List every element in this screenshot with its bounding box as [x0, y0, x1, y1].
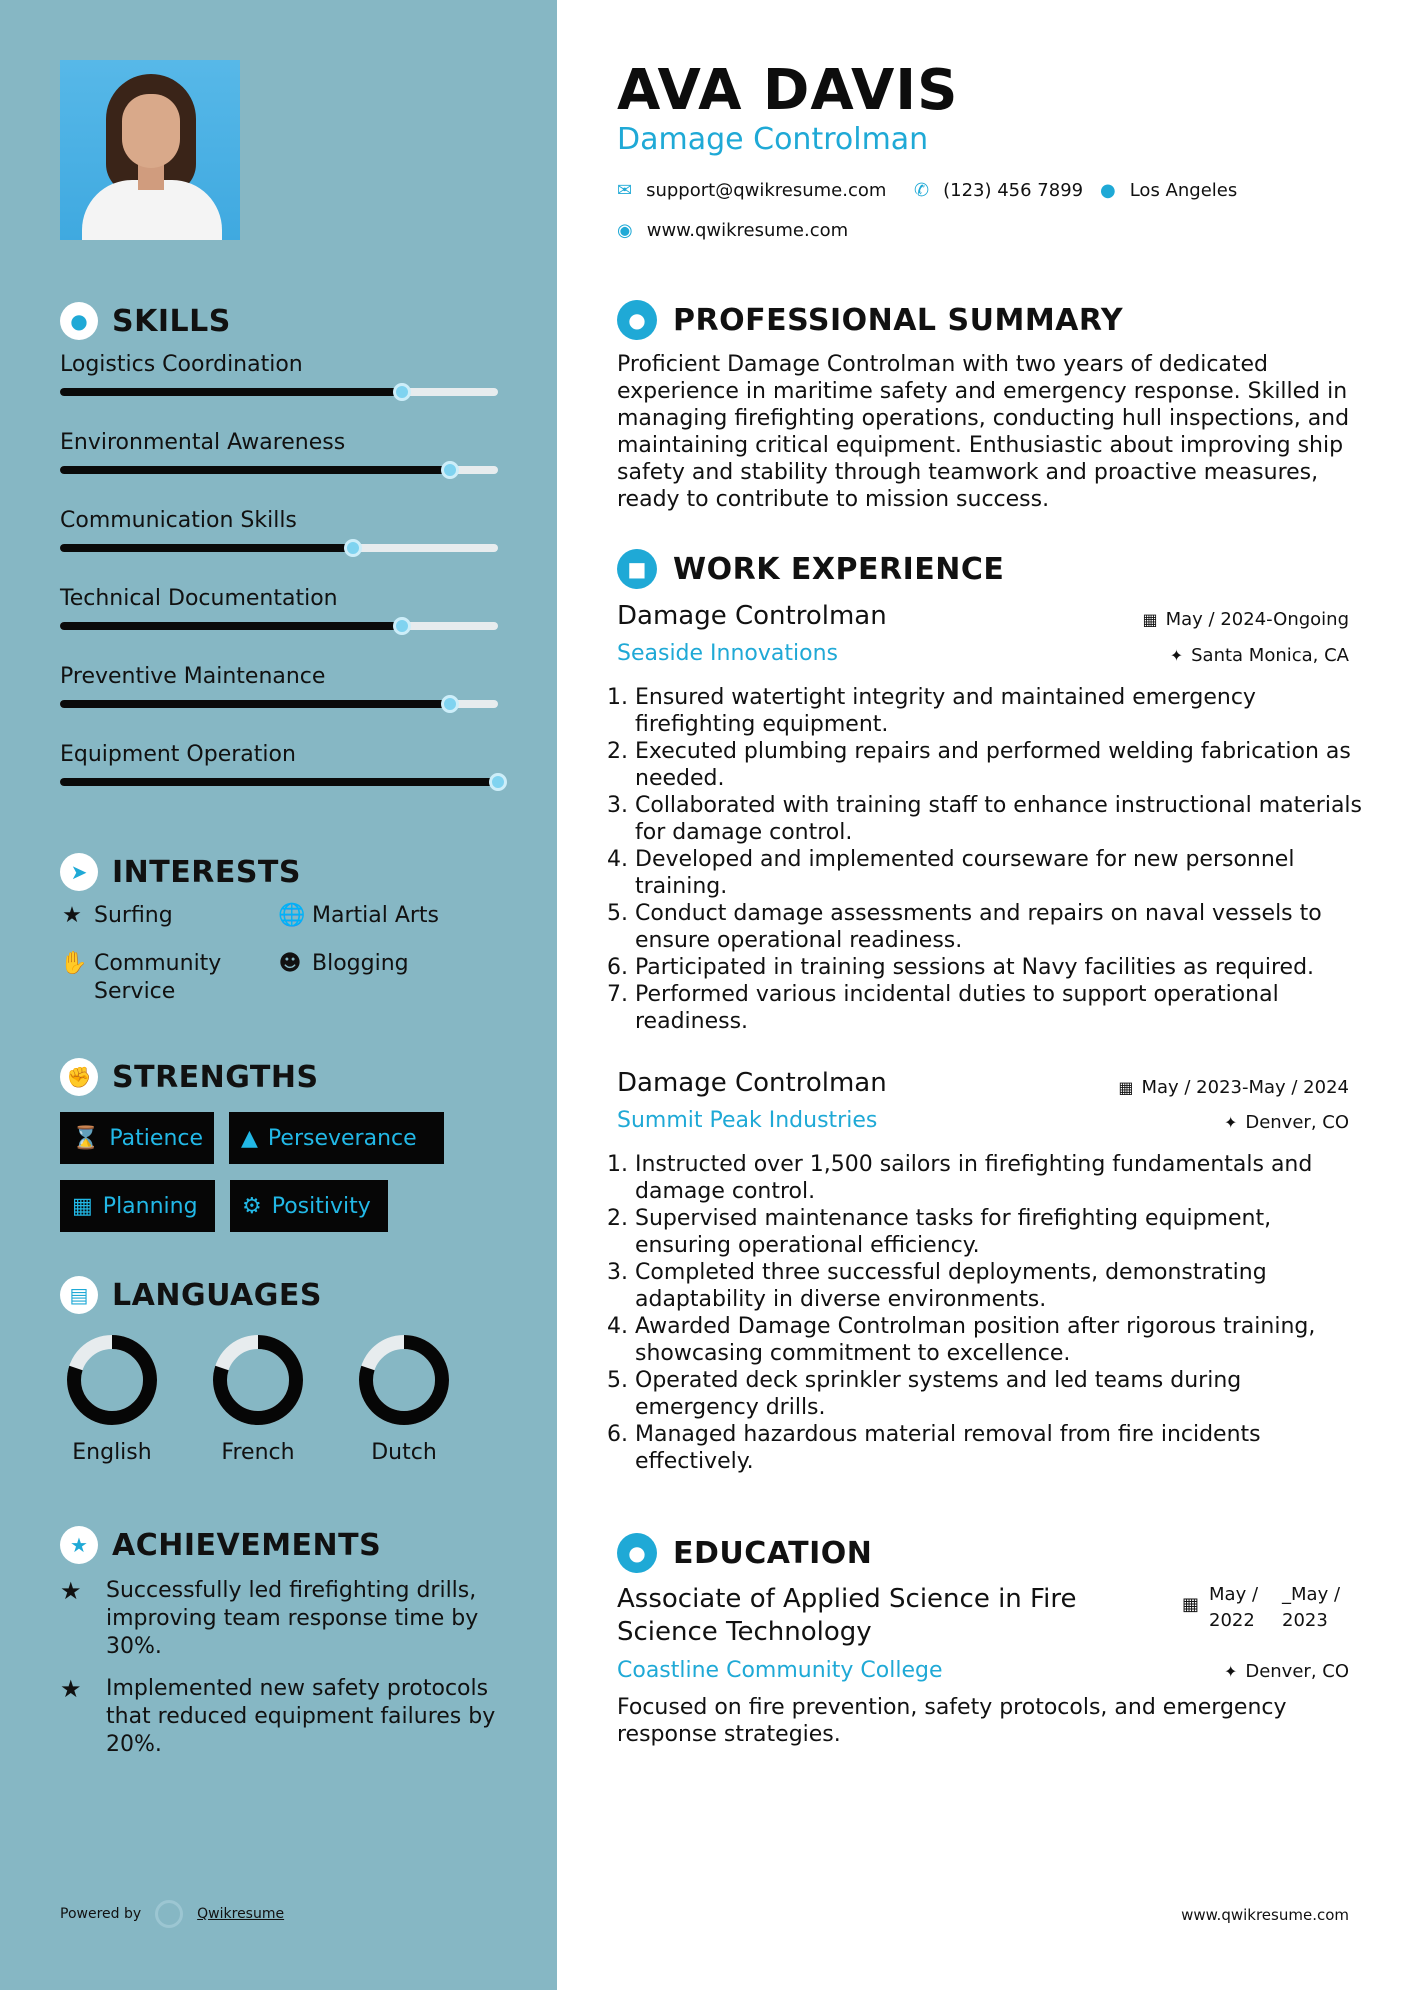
strength-badge: ⚙ Positivity: [230, 1180, 388, 1232]
education-heading: ● EDUCATION: [617, 1533, 872, 1573]
interest-item: ✋ Community Service: [60, 951, 222, 1004]
interests-heading: ➤ INTERESTS: [60, 853, 301, 891]
skills-heading: ● SKILLS: [60, 302, 231, 340]
skill-bar: [60, 388, 498, 396]
gear-icon: ⚙: [242, 1193, 262, 1219]
interest-item: ☻ Blogging: [278, 951, 409, 976]
skill-item: [60, 664, 500, 689]
degree-title: Associate of Applied Science in Fire Science Technology: [617, 1584, 1077, 1647]
skill-bar-knob: [393, 383, 411, 401]
list-item: 6. Participated in training sessions at Navy facilities as required.: [635, 954, 1362, 981]
globe-icon: ◉: [617, 220, 633, 241]
shooting-star-icon: ★: [60, 1675, 82, 1703]
job-title: Damage Controlman: [617, 1068, 887, 1098]
list-item: 7. Performed various incidental duties to support operational readiness.: [635, 981, 1362, 1035]
language-item: [62, 1332, 162, 1465]
candidate-name: AVA DAVIS: [617, 58, 959, 123]
qwikresume-logo-icon: [155, 1900, 183, 1928]
map-pin-icon: ●: [1100, 180, 1116, 201]
skill-item: [60, 742, 500, 767]
list-item: 3. Completed three successful deployments, demonstrating adaptability in diverse environments.: [635, 1259, 1362, 1313]
skill-name: Communication Skills: [60, 508, 297, 533]
skill-bar-fill: [60, 622, 402, 630]
skill-bar-knob: [393, 617, 411, 635]
hourglass-icon: ⌛: [72, 1125, 100, 1151]
list-item: 1. Ensured watertight integrity and maintained emergency firefighting equipment.: [635, 684, 1362, 738]
list-item: 2. Executed plumbing repairs and performed welding fabrication as needed.: [635, 738, 1362, 792]
skill-bar-fill: [60, 778, 498, 786]
profile-photo: [60, 60, 240, 240]
brand-link[interactable]: Qwikresume: [197, 1906, 285, 1922]
job-date: ▦ May / 2023-May / 2024: [1118, 1077, 1349, 1098]
skill-bar-knob: [344, 539, 362, 557]
language-item: [208, 1332, 308, 1465]
skill-bar-knob: [441, 461, 459, 479]
phone-icon: ✆: [914, 180, 930, 201]
skill-item: [60, 430, 500, 455]
skill-name: Equipment Operation: [60, 742, 296, 767]
skill-bar: [60, 544, 498, 552]
strength-badge: ⌛ Patience: [60, 1112, 214, 1164]
user-icon: ●: [617, 300, 657, 340]
id-card-icon: ▤: [60, 1276, 98, 1314]
contact-email[interactable]: ✉ support@qwikresume.com: [617, 180, 887, 201]
skill-bar-fill: [60, 700, 450, 708]
star-badge-icon: ★: [60, 1526, 98, 1564]
skill-bar-fill: [60, 544, 353, 552]
list-item: 4. Awarded Damage Controlman position after rigorous training, showcasing commitment to excellence.: [635, 1313, 1362, 1367]
interest-item: 🌐 Martial Arts: [278, 903, 440, 928]
skill-bar-fill: [60, 388, 402, 396]
envelope-icon: ✉: [617, 180, 633, 201]
pin-icon: ✦: [1223, 1113, 1238, 1132]
users-icon: ☻: [278, 951, 302, 976]
strengths-heading: ✊ STRENGTHS: [60, 1058, 319, 1096]
education-location: ✦ Denver, CO: [1223, 1661, 1349, 1682]
job-location: ✦ Denver, CO: [1223, 1112, 1349, 1133]
language-name: French: [221, 1440, 295, 1465]
list-item: 4. Developed and implemented courseware for new personnel training.: [635, 846, 1362, 900]
skill-name: Environmental Awareness: [60, 430, 346, 455]
strength-badge: ▲ Perseverance: [229, 1112, 444, 1164]
job-duties: [617, 1151, 1362, 1475]
calendar-icon: ▦: [72, 1193, 93, 1219]
calendar-icon: ▦: [1182, 1594, 1200, 1615]
fist-icon: ✊: [60, 1058, 98, 1096]
pin-icon: ✦: [1169, 646, 1184, 665]
pin-icon: ✦: [1223, 1662, 1238, 1681]
lightbulb-icon: ●: [60, 302, 98, 340]
skill-name: Technical Documentation: [60, 586, 338, 611]
powered-by: Powered by Qwikresume: [60, 1900, 284, 1928]
calendar-icon: ▦: [1118, 1078, 1134, 1097]
language-ring: [356, 1332, 452, 1428]
contact-phone[interactable]: ✆ (123) 456 7899: [914, 180, 1084, 201]
skill-bar-knob: [489, 773, 507, 791]
achievement-item: ★ Implemented new safety protocols that reduced equipment failures by 20%.: [60, 1675, 496, 1757]
footer-url[interactable]: www.qwikresume.com: [1181, 1906, 1349, 1924]
job-title: Damage Controlman: [617, 601, 887, 631]
shooting-star-icon: ★: [60, 1577, 82, 1605]
star-icon: ★: [62, 903, 82, 928]
list-item: 1. Instructed over 1,500 sailors in firefighting fundamentals and damage control.: [635, 1151, 1362, 1205]
list-item: 2. Supervised maintenance tasks for firefighting equipment, ensuring operational efficiency.: [635, 1205, 1362, 1259]
skill-bar: [60, 700, 498, 708]
summary-heading: ● PROFESSIONAL SUMMARY: [617, 300, 1123, 340]
calendar-icon: ▦: [1142, 610, 1158, 629]
job-company: Seaside Innovations: [617, 641, 838, 666]
school-name: Coastline Community College: [617, 1658, 943, 1683]
globe-icon: 🌐: [278, 903, 306, 928]
skill-item: [60, 586, 500, 611]
list-item: 3. Collaborated with training staff to enhance instructional materials for damage control.: [635, 792, 1362, 846]
list-item: 5. Operated deck sprinkler systems and led teams during emergency drills.: [635, 1367, 1362, 1421]
paper-plane-icon: ➤: [60, 853, 98, 891]
job-location: ✦ Santa Monica, CA: [1169, 645, 1349, 666]
language-ring: [64, 1332, 160, 1428]
job-date: ▦ May / 2024-Ongoing: [1142, 609, 1349, 630]
language-item: [354, 1332, 454, 1465]
skill-name: Preventive Maintenance: [60, 664, 326, 689]
language-name: Dutch: [371, 1440, 437, 1465]
skill-item: [60, 508, 500, 533]
contact-location: ● Los Angeles: [1100, 180, 1238, 201]
skill-item: [60, 352, 500, 377]
skill-name: Logistics Coordination: [60, 352, 303, 377]
education-date: ▦ May / 2022 _May / 2023: [1182, 1582, 1340, 1634]
list-item: 6. Managed hazardous material removal from fire incidents effectively.: [635, 1421, 1362, 1475]
job-duties: [617, 684, 1362, 1035]
list-item: 5. Conduct damage assessments and repairs on naval vessels to ensure operational readiness.: [635, 900, 1362, 954]
achievements-heading: ★ ACHIEVEMENTS: [60, 1526, 381, 1564]
job-company: Summit Peak Industries: [617, 1108, 878, 1133]
strength-badge: ▦ Planning: [60, 1180, 215, 1232]
language-ring: [210, 1332, 306, 1428]
language-name: English: [72, 1440, 152, 1465]
skill-bar: [60, 466, 498, 474]
skill-bar: [60, 778, 498, 786]
office-chair-icon: ■: [617, 549, 657, 589]
graduate-icon: ●: [617, 1533, 657, 1573]
skill-bar: [60, 622, 498, 630]
skill-bar-fill: [60, 466, 450, 474]
candidate-role: Damage Controlman: [617, 122, 929, 157]
experience-heading: ■ WORK EXPERIENCE: [617, 549, 1004, 589]
road-icon: ▲: [241, 1125, 258, 1151]
education-description: Focused on fire prevention, safety protocols, and emergency response strategies.: [617, 1695, 1287, 1747]
contact-website[interactable]: ◉ www.qwikresume.com: [617, 220, 849, 241]
interest-item: ★ Surfing: [60, 902, 173, 930]
skill-bar-knob: [441, 695, 459, 713]
summary-text: Proficient Damage Controlman with two years of dedicated experience in maritime safety and emergency response. Skilled in managing firefighting operations, conducting hull inspections, and maintaining critical equipment. Enthusiastic about improving ship safety and stability through teamwork and proactive measures, ready to contribute to mission success.: [617, 352, 1350, 512]
achievement-item: ★ Successfully led firefighting drills, improving team response time by 30%.: [60, 1577, 479, 1659]
languages-heading: ▤ LANGUAGES: [60, 1276, 322, 1314]
sidebar: [0, 0, 557, 1990]
hand-icon: ✋: [60, 951, 88, 976]
